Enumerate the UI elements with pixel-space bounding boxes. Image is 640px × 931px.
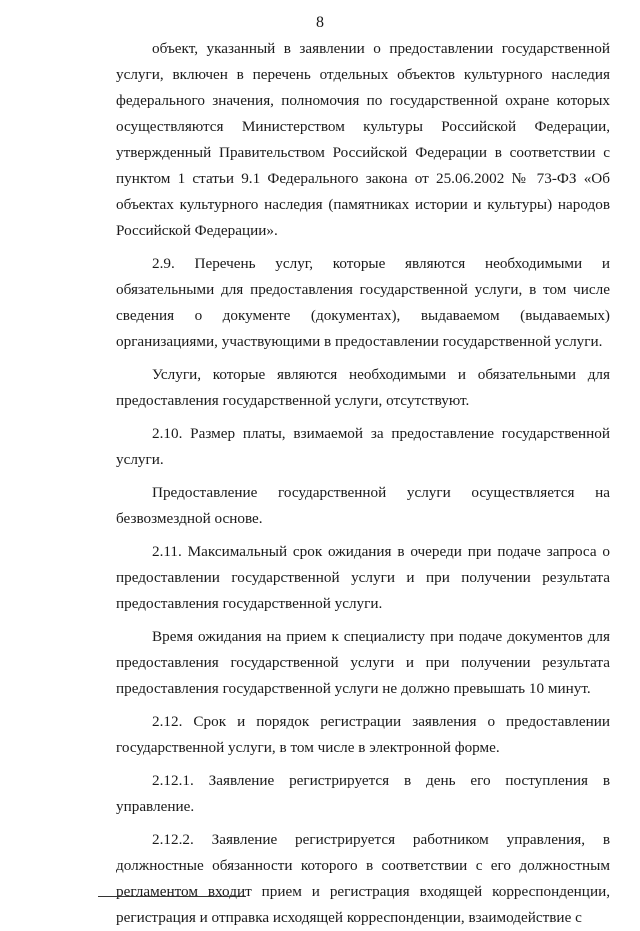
paragraph-2-12-heading: 2.12. Срок и порядок регистрации заявления о предоставлении государственной услуги, в том числе в электронной форме. <box>116 713 610 756</box>
paragraph-services-absent: Услуги, которые являются необходимыми и обязательными для предоставления государственной услуги, отсутствуют. <box>116 366 610 409</box>
paragraph-2-10-heading: 2.10. Размер платы, взимаемой за предоставление государственной услуги. <box>116 425 610 468</box>
document-body <box>116 36 610 931</box>
page-number: 8 <box>316 14 324 31</box>
paragraph-2-9-heading: 2.9. Перечень услуг, которые являются необходимыми и обязательными для предоставления государственной услуги, в том числе сведения о документе (документах), выдаваемом (выдаваемых) организациями, участвующими в предоставлении государственной услуги. <box>116 255 610 350</box>
paragraph-2-12-2: 2.12.2. Заявление регистрируется работником управления, в должностные обязанности которого в соответствии с его должностным регламентом входит прием и регистрация входящей корреспонденции, регистрация и отправка исходящей корреспонденции, взаимодействие с <box>116 831 610 926</box>
paragraph-cultural-heritage-object: объект, указанный в заявлении о предоставлении государственной услуги, включен в перечень отдельных объектов культурного наследия федерального значения, полномочия по государственной охране которых осуществляются Министерством культуры Российской Федерации, утвержденный Правительством Российской Федерации в соответствии с пунктом 1 статьи 9.1 Федерального закона от 25.06.2002 № 73-ФЗ «Об объектах культурного наследия (памятниках истории и культуры) народов Российской Федерации». <box>116 40 610 239</box>
footer-rule <box>98 896 246 897</box>
paragraph-waiting-time: Время ожидания на прием к специалисту при подаче документов для предоставления государственной услуги и при получении результата предоставления государственной услуги не должно превышать 10 минут. <box>116 628 610 697</box>
paragraph-free-of-charge: Предоставление государственной услуги осуществляется на безвозмездной основе. <box>116 484 610 527</box>
paragraph-2-12-1: 2.12.1. Заявление регистрируется в день его поступления в управление. <box>116 772 610 815</box>
paragraph-2-11-heading: 2.11. Максимальный срок ожидания в очереди при подаче запроса о предоставлении государственной услуги и при получении результата предоставления государственной услуги. <box>116 543 610 612</box>
